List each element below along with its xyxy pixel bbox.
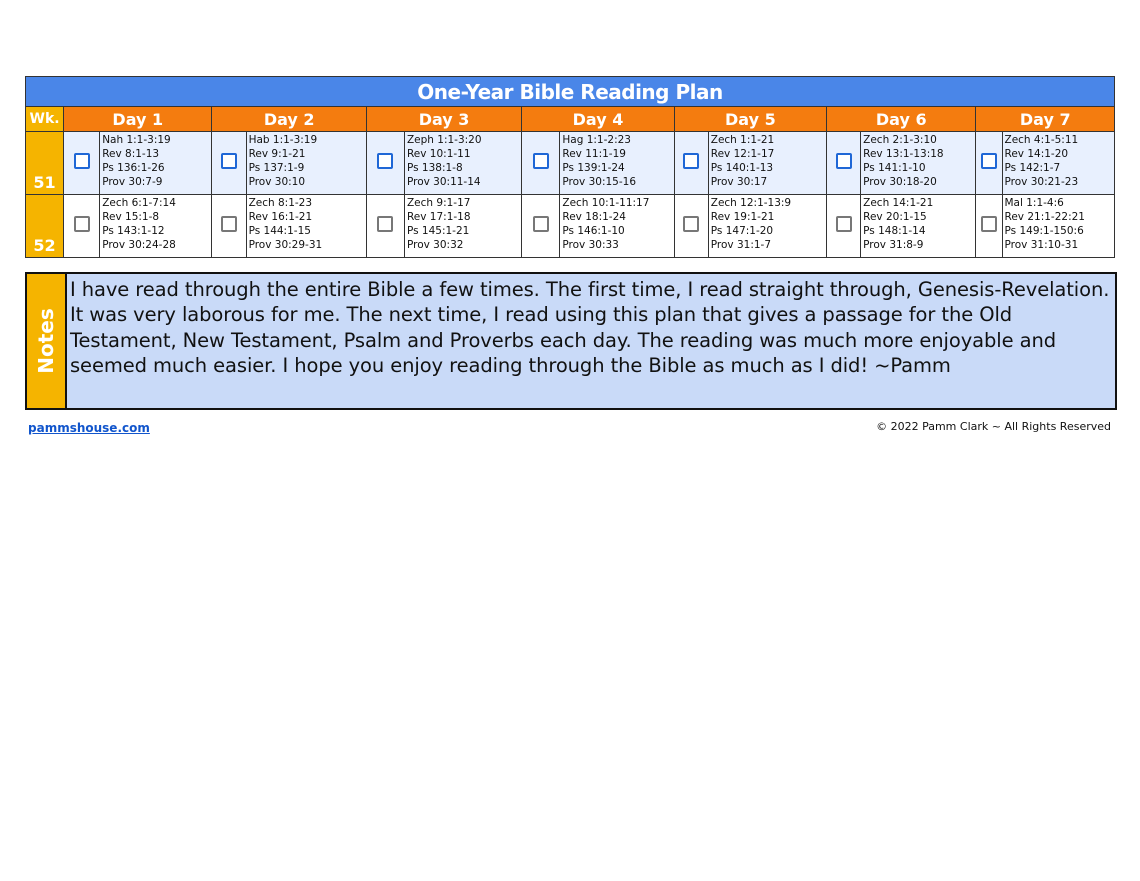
reading-passage: Rev 11:1-19 <box>562 148 626 160</box>
day-header-7: Day 7 <box>976 107 1115 132</box>
day-checkbox[interactable] <box>683 153 699 169</box>
reading-passage: Ps 147:1-20 <box>710 225 774 237</box>
day-checkbox-cell <box>366 195 404 258</box>
day-header-6: Day 6 <box>827 107 976 132</box>
day-checkbox[interactable] <box>836 216 852 232</box>
reading-passage: Zech 4:1-5:11 <box>1004 134 1079 146</box>
notes-label-box <box>27 274 67 408</box>
reading-passage: Prov 31:8-9 <box>863 239 924 251</box>
day-checkbox[interactable] <box>683 216 699 232</box>
day-checkbox[interactable] <box>377 216 393 232</box>
reading-passage: Zech 9:1-17 <box>406 197 471 209</box>
reading-passage: Hag 1:1-2:23 <box>562 134 631 146</box>
reading-passage: Rev 20:1-15 <box>863 211 927 223</box>
day-checkbox-cell <box>827 132 861 195</box>
reading-passage: Mal 1:1-4:6 <box>1004 197 1064 209</box>
week-row-52 <box>26 195 1115 258</box>
reading-passage: Prov 30:7-9 <box>102 176 163 188</box>
day-checkbox[interactable] <box>221 216 237 232</box>
reading-passage: Zeph 1:1-3:20 <box>406 134 482 146</box>
reading-passage: Rev 16:1-21 <box>248 211 313 223</box>
day-readings <box>100 195 212 258</box>
day-readings <box>246 132 366 195</box>
reading-passage: Ps 144:1-15 <box>248 225 311 237</box>
day-checkbox[interactable] <box>533 153 549 169</box>
day-checkbox[interactable] <box>74 216 90 232</box>
day-checkbox[interactable] <box>981 216 997 232</box>
reading-passage: Nah 1:1-3:19 <box>102 134 171 146</box>
reading-passage: Prov 30:10 <box>248 176 306 188</box>
reading-passage: Prov 31:1-7 <box>710 239 772 251</box>
day-readings <box>404 195 521 258</box>
reading-passage: Prov 30:33 <box>562 239 619 251</box>
reading-passage: Zech 2:1-3:10 <box>863 134 937 146</box>
day-checkbox-cell <box>64 132 100 195</box>
day-checkbox-cell <box>366 132 404 195</box>
notes-label: Notes <box>34 308 58 374</box>
reading-passage: Ps 149:1-150:6 <box>1004 225 1084 237</box>
reading-passage: Ps 146:1-10 <box>562 225 625 237</box>
reading-passage: Prov 30:17 <box>710 176 768 188</box>
reading-passage: Prov 30:32 <box>406 239 464 251</box>
reading-passage: Zech 10:1-11:17 <box>562 197 650 209</box>
day-header-3: Day 3 <box>366 107 521 132</box>
reading-passage: Rev 10:1-11 <box>406 148 471 160</box>
day-checkbox-cell <box>674 195 708 258</box>
reading-passage: Rev 18:1-24 <box>562 211 626 223</box>
reading-passage: Rev 21:1-22:21 <box>1004 211 1085 223</box>
day-readings <box>100 132 212 195</box>
reading-passage: Zech 12:1-13:9 <box>710 197 792 209</box>
reading-passage: Ps 138:1-8 <box>406 162 463 174</box>
day-readings <box>1002 132 1115 195</box>
reading-passage: Zech 14:1-21 <box>863 197 934 209</box>
day-checkbox-cell <box>976 132 1002 195</box>
reading-passage: Zech 1:1-21 <box>710 134 775 146</box>
day-checkbox[interactable] <box>836 153 852 169</box>
day-header-2: Day 2 <box>212 107 366 132</box>
day-header-4: Day 4 <box>522 107 674 132</box>
reading-passage: Prov 30:15-16 <box>562 176 636 188</box>
plan-title: One-Year Bible Reading Plan <box>26 77 1115 107</box>
day-header-1: Day 1 <box>64 107 212 132</box>
day-checkbox[interactable] <box>74 153 90 169</box>
day-header-row <box>26 107 1115 132</box>
day-checkbox[interactable] <box>221 153 237 169</box>
reading-passage: Rev 19:1-21 <box>710 211 775 223</box>
reading-passage: Prov 30:21-23 <box>1004 176 1079 188</box>
reading-passage: Prov 30:24-28 <box>102 239 176 251</box>
reading-passage: Ps 141:1-10 <box>863 162 926 174</box>
reading-passage: Prov 30:18-20 <box>863 176 937 188</box>
reading-passage: Prov 31:10-31 <box>1004 239 1079 251</box>
notes-section <box>25 272 1117 410</box>
reading-passage: Rev 13:1-13:18 <box>863 148 944 160</box>
reading-passage: Prov 30:29-31 <box>248 239 323 251</box>
week-number: 52 <box>26 195 64 258</box>
day-checkbox-cell <box>64 195 100 258</box>
reading-passage: Ps 137:1-9 <box>248 162 305 174</box>
reading-passage: Zech 8:1-23 <box>248 197 313 209</box>
reading-passage: Rev 17:1-18 <box>406 211 471 223</box>
day-readings <box>560 132 674 195</box>
reading-passage: Ps 139:1-24 <box>562 162 625 174</box>
reading-passage: Ps 136:1-26 <box>102 162 165 174</box>
day-checkbox[interactable] <box>533 216 549 232</box>
reading-passage: Rev 8:1-13 <box>102 148 160 160</box>
day-readings <box>861 132 976 195</box>
day-checkbox-cell <box>976 195 1002 258</box>
day-readings <box>1002 195 1115 258</box>
day-checkbox-cell <box>827 195 861 258</box>
reading-passage: Ps 143:1-12 <box>102 225 165 237</box>
day-checkbox-cell <box>212 195 246 258</box>
day-readings <box>708 195 826 258</box>
reading-passage: Ps 140:1-13 <box>710 162 774 174</box>
reading-passage: Rev 15:1-8 <box>102 211 160 223</box>
reading-passage: Rev 9:1-21 <box>248 148 306 160</box>
day-checkbox-cell <box>522 132 560 195</box>
reading-passage: Prov 30:11-14 <box>406 176 481 188</box>
day-header-5: Day 5 <box>674 107 826 132</box>
reading-passage: Zech 6:1-7:14 <box>102 197 176 209</box>
week-header: Wk. <box>26 107 64 132</box>
notes-text: I have read through the entire Bible a few times. The first time, I read straight through, Genesis-Revelation. It was very laborous for me. The next time, I read using this plan that gives a passage for the Old Testament, New Testament, Psalm and Proverbs each day. The reading was much more enjoyable and seemed much easier. I hope you enjoy reading through the Bible as much as I did! ~Pamm <box>67 274 1115 408</box>
day-checkbox-cell <box>522 195 560 258</box>
day-readings <box>246 195 366 258</box>
reading-plan-table <box>25 76 1115 258</box>
week-number: 51 <box>26 132 64 195</box>
site-link[interactable]: pammshouse.com <box>28 421 150 435</box>
week-row-51 <box>26 132 1115 195</box>
reading-passage: Ps 148:1-14 <box>863 225 926 237</box>
day-checkbox-cell <box>674 132 708 195</box>
reading-passage: Rev 12:1-17 <box>710 148 775 160</box>
copyright-text: © 2022 Pamm Clark ~ All Rights Reserved <box>876 420 1111 433</box>
day-readings <box>708 132 826 195</box>
day-readings <box>404 132 521 195</box>
reading-passage: Hab 1:1-3:19 <box>248 134 318 146</box>
day-checkbox[interactable] <box>981 153 997 169</box>
day-readings <box>861 195 976 258</box>
reading-passage: Ps 142:1-7 <box>1004 162 1061 174</box>
reading-passage: Rev 14:1-20 <box>1004 148 1069 160</box>
reading-passage: Ps 145:1-21 <box>406 225 470 237</box>
day-readings <box>560 195 674 258</box>
day-checkbox-cell <box>212 132 246 195</box>
day-checkbox[interactable] <box>377 153 393 169</box>
